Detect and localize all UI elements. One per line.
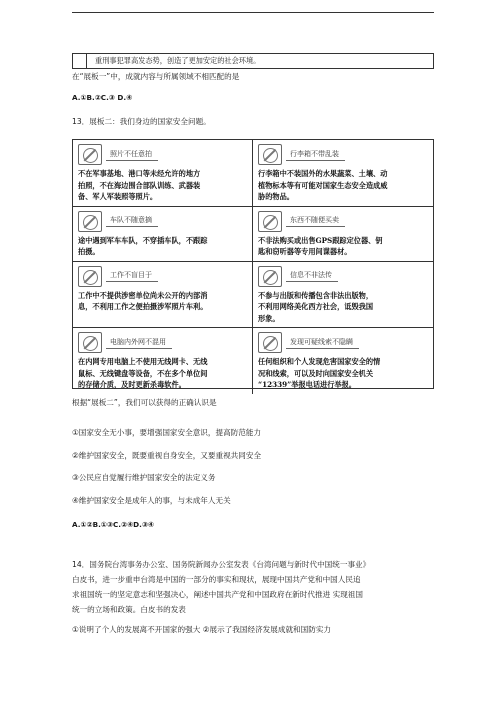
table-cell-text: 重刑事犯罪高发态势，创造了更加安定的社会环境。 xyxy=(95,56,261,65)
exhibit-card xyxy=(253,262,433,329)
report-icon xyxy=(258,332,282,353)
exhibit-card xyxy=(73,262,253,329)
exhibit-card-title: 东西不随便买卖 xyxy=(286,215,345,227)
exhibit-card-body xyxy=(258,356,428,391)
exhibit-card-line: 拍照，不在海边围合部队训练、武器装 xyxy=(78,180,201,190)
q14-line-3: 求祖国统一的坚定意志和坚强决心，阐述中国共产党和中国政府在新时代推进 实现祖国 xyxy=(72,590,363,599)
exhibit-card-line: 不非法购买或出售GPS跟踪定位器、钥 xyxy=(258,235,383,245)
camera-icon xyxy=(78,144,102,165)
exhibit-card-line: 行李箱中不装国外的水果蔬菜、土壤、动 xyxy=(258,169,388,178)
info-icon xyxy=(258,266,282,287)
exhibit-card xyxy=(253,328,433,394)
work-icon xyxy=(78,266,102,287)
exhibit-card-body xyxy=(258,168,428,203)
exhibit-card-title: 电脑内外网不混用 xyxy=(106,337,172,349)
exhibit-card-line: 在内网专用电脑上不使用无线网卡、无线 xyxy=(78,357,208,366)
exhibit-card-title: 照片不任意拍 xyxy=(106,149,158,161)
exhibit-card-title: 行李箱不带乱装 xyxy=(286,149,345,161)
exhibit-card-line: 胁的物品。 xyxy=(258,192,294,201)
q13-question: 根据“展板二”，我们可以获得的正确认识是 xyxy=(72,398,217,407)
exhibit-card-line: 形象。 xyxy=(258,313,280,323)
q13-item-2: ②维护国家安全，既要重视自身安全，又要重视共同安全 xyxy=(72,451,262,460)
exhibit-card xyxy=(73,207,253,262)
exhibit-card-body xyxy=(78,168,247,203)
exhibit-card-header xyxy=(258,211,428,232)
q12-stem: 在“展板一”中，成就内容与所属领域不相匹配的是 xyxy=(72,72,240,81)
exhibit-card-body xyxy=(258,290,428,325)
q13-item-1: ①国家安全无小事，要增强国家安全意识，提高防范能力 xyxy=(72,428,262,437)
q13-stem: 13．展板二：我们身边的国家安全问题。 xyxy=(72,117,211,126)
exhibit-card-header xyxy=(78,144,247,165)
exhibit-card-title: 工作不盲目于 xyxy=(106,270,158,282)
exhibit-card xyxy=(253,207,433,262)
exhibit-card-line: 匙和窃听器等专用间谍器材。 xyxy=(258,247,352,256)
exhibit-card-header xyxy=(78,266,247,287)
q14-line-2: 白皮书，进一步重申台湾是中国的一部分的事实和现状，展现中国共产党和中国人民追 xyxy=(72,575,361,584)
q13-item-4: ④维护国家安全是成年人的事，与未成年人无关 xyxy=(72,496,231,505)
exhibit-card-line: 拍摄。 xyxy=(78,247,100,256)
luggage-icon xyxy=(258,144,282,165)
top-divider xyxy=(72,12,434,13)
table-cell-empty xyxy=(73,54,87,68)
q13-options: A.①②B.①③C.②④D.③④ xyxy=(72,520,155,529)
exhibit-card-line: 备、军人军装照等照片。 xyxy=(78,192,158,201)
exhibit-card-line: 鼠标、无线键盘等设备，不在多个单位间 xyxy=(78,368,208,378)
exhibit-card-body xyxy=(258,235,428,258)
exhibit-card-title: 车队不随意摘 xyxy=(106,215,158,227)
q14-item: ①说明了个人的发展离不开国家的强大 ②展示了我国经济发展成就和国防实力 xyxy=(72,625,332,634)
exhibit-card-body xyxy=(78,290,247,313)
previous-table-row xyxy=(72,53,434,69)
exhibit-card-line: 植物标本等有可能对国家生态安全造成威 xyxy=(258,180,388,190)
exhibit-card-title: 信息不非法传 xyxy=(286,270,338,282)
exhibit-card-body xyxy=(78,356,247,391)
q13-item-3: ③公民应自觉履行维护国家安全的法定义务 xyxy=(72,473,216,482)
exhibit-card-line: 的存储介质，及时更新杀毒软件。 xyxy=(78,380,186,389)
army-vehicle-icon xyxy=(78,211,102,232)
exhibit-card-body xyxy=(78,235,247,258)
exhibit-card xyxy=(253,140,433,207)
exhibit-card-header xyxy=(258,266,428,287)
exhibit-card-line: “12339”举报电话进行举报。 xyxy=(258,380,356,389)
q12-options: A.①B.②C.③ D.④ xyxy=(72,93,133,102)
exhibit-card-line: 途中遇到军车车队，不穿插车队，不跟踪 xyxy=(78,235,208,245)
exhibit-card-line: 不在军事基地、港口等未经允许的地方 xyxy=(78,169,201,178)
exhibit-card-line: 不参与出版和传播包含非法出版物， xyxy=(258,290,374,300)
exhibit-card-line: 不利用网络美化西方社会，诋毁我国 xyxy=(258,302,374,311)
exhibit-card-header xyxy=(78,211,247,232)
exhibit-card-header xyxy=(78,332,247,353)
shopping-icon xyxy=(258,211,282,232)
exhibit-card-line: 工作中不提供涉密单位尚未公开的内部消 xyxy=(78,290,208,300)
exhibit-board-two xyxy=(72,139,434,389)
exhibit-card-line: 况和线索，可以及时向国家安全机关 xyxy=(258,368,374,378)
exhibit-card-header xyxy=(258,332,428,353)
computer-icon xyxy=(78,332,102,353)
q14-line-4: 统一的立场和政策。白皮书的发表 xyxy=(72,605,186,614)
q14-line-1: 14．国务院台湾事务办公室、国务院新闻办公室发表《台湾问题与新时代中国统一事业》 xyxy=(72,560,371,569)
exhibit-card-title: 发现可疑线索不隐瞒 xyxy=(286,337,359,349)
exhibit-card-line: 任何组织和个人发现危害国家安全的情 xyxy=(258,357,381,366)
exhibit-card-header xyxy=(258,144,428,165)
exhibit-card xyxy=(73,328,253,394)
exhibit-card-line: 息，不利用工作之便拍摄涉军照片车利。 xyxy=(78,302,208,311)
exhibit-card xyxy=(73,140,253,207)
